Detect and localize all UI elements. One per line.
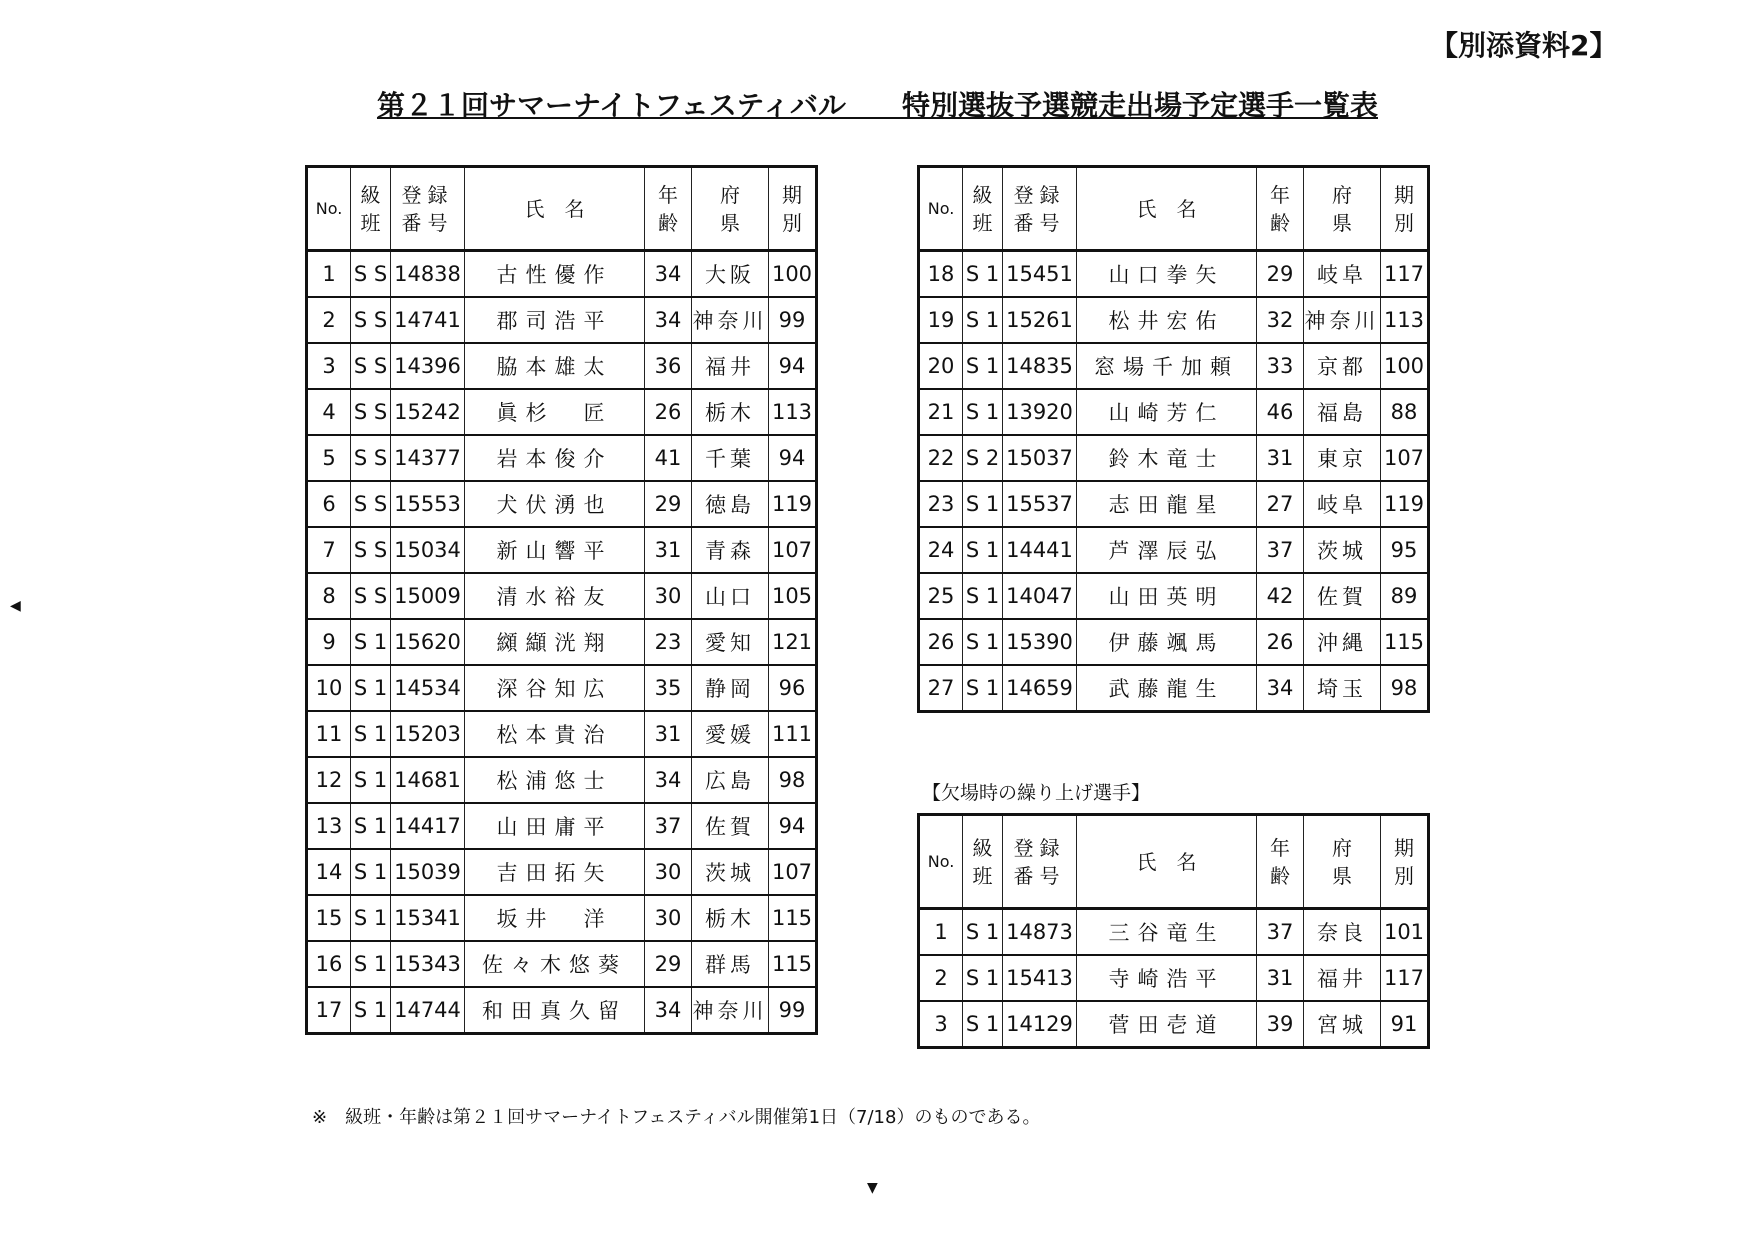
cell-name: 和田真久留 [465,987,645,1034]
cell-class: S S [351,389,391,435]
cell-class: S 1 [963,343,1003,389]
cell-age: 34 [645,251,692,298]
cell-name: 吉田拓矢 [465,849,645,895]
cell-registration: 15390 [1003,619,1077,665]
cell-no: 24 [919,527,963,573]
cell-prefecture: 茨城 [692,849,769,895]
header-age: 年 齢 [1257,167,1304,251]
cell-age: 31 [1257,435,1304,481]
cell-term: 99 [769,297,817,343]
cell-age: 37 [1257,527,1304,573]
cell-name: 松本貴治 [465,711,645,757]
table-row [307,343,817,389]
cell-prefecture: 岐阜 [1304,481,1381,527]
cell-no: 7 [307,527,351,573]
cell-registration: 14534 [391,665,465,711]
cell-prefecture: 大阪 [692,251,769,298]
cell-age: 30 [645,849,692,895]
cell-class: S 1 [351,895,391,941]
cell-term: 121 [769,619,817,665]
cell-age: 29 [645,481,692,527]
cell-name: 犬伏湧也 [465,481,645,527]
cell-class: S 1 [351,619,391,665]
cell-name: 古性優作 [465,251,645,298]
cell-name: 脇本雄太 [465,343,645,389]
cell-age: 42 [1257,573,1304,619]
header-name: 氏 名 [1077,815,1257,909]
table-row [919,1001,1429,1048]
cell-class: S 1 [351,849,391,895]
cell-class: S 1 [963,527,1003,573]
cell-class: S S [351,481,391,527]
cell-name: 深谷知広 [465,665,645,711]
cell-registration: 15203 [391,711,465,757]
cell-age: 39 [1257,1001,1304,1048]
cell-no: 27 [919,665,963,712]
cell-class: S 1 [351,665,391,711]
cell-registration: 14047 [1003,573,1077,619]
table-row [307,573,817,619]
cell-registration: 15242 [391,389,465,435]
cell-class: S 1 [963,955,1003,1001]
cell-age: 34 [645,757,692,803]
table-row [919,573,1429,619]
cell-term: 113 [1381,297,1429,343]
cell-term: 98 [769,757,817,803]
cell-registration: 15034 [391,527,465,573]
cell-no: 4 [307,389,351,435]
cell-term: 94 [769,343,817,389]
cell-term: 119 [769,481,817,527]
cell-registration: 14659 [1003,665,1077,712]
cell-class: S 1 [963,665,1003,712]
cell-registration: 14835 [1003,343,1077,389]
table-row [307,435,817,481]
cell-age: 26 [1257,619,1304,665]
cell-no: 6 [307,481,351,527]
cell-prefecture: 茨城 [1304,527,1381,573]
roster-table-continued [917,165,1430,713]
cell-prefecture: 栃木 [692,389,769,435]
table-row [919,955,1429,1001]
cell-term: 89 [1381,573,1429,619]
cell-term: 91 [1381,1001,1429,1048]
cell-term: 98 [1381,665,1429,712]
header-term: 期 別 [1381,815,1429,909]
cell-term: 105 [769,573,817,619]
cell-prefecture: 群馬 [692,941,769,987]
cell-class: S 1 [963,619,1003,665]
cell-term: 101 [1381,909,1429,956]
header-prefecture: 府 県 [1304,167,1381,251]
cell-no: 10 [307,665,351,711]
cell-term: 115 [769,941,817,987]
cell-no: 3 [919,1001,963,1048]
cell-class: S 1 [351,711,391,757]
header-age: 年 齢 [645,167,692,251]
table-row [307,665,817,711]
cell-class: S 1 [351,941,391,987]
cell-no: 2 [919,955,963,1001]
cell-term: 107 [1381,435,1429,481]
cell-age: 36 [645,343,692,389]
cell-age: 32 [1257,297,1304,343]
cell-prefecture: 千葉 [692,435,769,481]
cell-prefecture: 福島 [1304,389,1381,435]
header-class: 級 班 [963,815,1003,909]
table-row [307,849,817,895]
cell-class: S S [351,297,391,343]
header-no: No. [919,815,963,909]
table-row [307,389,817,435]
table-row [307,895,817,941]
cell-name: 菅田壱道 [1077,1001,1257,1048]
cell-no: 13 [307,803,351,849]
table-row [307,711,817,757]
header-no: No. [919,167,963,251]
footnote: ※ 級班・年齢は第２１回サマーナイトフェスティバル開催第1日（7/18）のものである。 [312,1107,1041,1128]
header-class: 級 班 [963,167,1003,251]
cell-class: S 1 [351,803,391,849]
header-class: 級 班 [351,167,391,251]
cell-name: 山口拳矢 [1077,251,1257,298]
table-row [919,665,1429,712]
cell-prefecture: 京都 [1304,343,1381,389]
cell-registration: 15413 [1003,955,1077,1001]
cell-prefecture: 神奈川 [692,297,769,343]
cell-no: 22 [919,435,963,481]
cell-no: 5 [307,435,351,481]
cell-no: 21 [919,389,963,435]
cell-name: 眞杉 匠 [465,389,645,435]
cell-age: 41 [645,435,692,481]
table-row [307,987,817,1034]
cell-name: 山田英明 [1077,573,1257,619]
cell-no: 12 [307,757,351,803]
cell-age: 31 [645,711,692,757]
cell-no: 16 [307,941,351,987]
cell-registration: 14681 [391,757,465,803]
cell-no: 8 [307,573,351,619]
cell-name: 清水裕友 [465,573,645,619]
cell-prefecture: 沖縄 [1304,619,1381,665]
header-registration: 登録 番号 [1003,167,1077,251]
table-row [919,343,1429,389]
header-registration: 登録 番号 [391,167,465,251]
cell-no: 14 [307,849,351,895]
cell-term: 117 [1381,251,1429,298]
cell-prefecture: 広島 [692,757,769,803]
cell-no: 15 [307,895,351,941]
cell-registration: 14873 [1003,909,1077,956]
cell-no: 18 [919,251,963,298]
cell-prefecture: 福井 [1304,955,1381,1001]
table-row [307,757,817,803]
cell-class: S S [351,251,391,298]
cell-age: 46 [1257,389,1304,435]
cell-age: 27 [1257,481,1304,527]
cell-name: 松井宏佑 [1077,297,1257,343]
cell-class: S S [351,527,391,573]
cell-class: S 1 [963,251,1003,298]
cell-age: 30 [645,895,692,941]
cell-term: 107 [769,527,817,573]
roster-table-main [305,165,818,1035]
cell-no: 17 [307,987,351,1034]
cell-name: 松浦悠士 [465,757,645,803]
cell-prefecture: 静岡 [692,665,769,711]
table-row [919,297,1429,343]
cell-no: 2 [307,297,351,343]
cell-name: 鈴木竜士 [1077,435,1257,481]
cell-name: 寺崎浩平 [1077,955,1257,1001]
cell-no: 1 [919,909,963,956]
cell-registration: 14838 [391,251,465,298]
cell-no: 19 [919,297,963,343]
table-row [919,909,1429,956]
cell-class: S S [351,573,391,619]
table-row [919,251,1429,298]
table-row [919,527,1429,573]
left-arrow-icon: ◀ [10,598,21,614]
cell-name: 芦澤辰弘 [1077,527,1257,573]
reserve-table [917,813,1430,1049]
table-row [307,527,817,573]
cell-registration: 15620 [391,619,465,665]
cell-registration: 15451 [1003,251,1077,298]
cell-age: 33 [1257,343,1304,389]
header-name: 氏 名 [1077,167,1257,251]
cell-class: S 1 [963,481,1003,527]
cell-prefecture: 神奈川 [1304,297,1381,343]
cell-prefecture: 埼玉 [1304,665,1381,712]
cell-term: 94 [769,803,817,849]
cell-registration: 14741 [391,297,465,343]
cell-name: 岩本俊介 [465,435,645,481]
cell-prefecture: 宮城 [1304,1001,1381,1048]
cell-age: 35 [645,665,692,711]
cell-prefecture: 佐賀 [1304,573,1381,619]
cell-term: 95 [1381,527,1429,573]
header-term: 期 別 [769,167,817,251]
cell-prefecture: 東京 [1304,435,1381,481]
cell-class: S 1 [963,573,1003,619]
header-prefecture: 府 県 [692,167,769,251]
cell-name: 坂井 洋 [465,895,645,941]
cell-registration: 13920 [1003,389,1077,435]
cell-term: 96 [769,665,817,711]
cell-no: 9 [307,619,351,665]
cell-age: 34 [645,297,692,343]
header-no: No. [307,167,351,251]
cell-name: 纐纈洸翔 [465,619,645,665]
cell-no: 20 [919,343,963,389]
cell-age: 29 [1257,251,1304,298]
cell-age: 26 [645,389,692,435]
cell-no: 1 [307,251,351,298]
cell-age: 31 [1257,955,1304,1001]
cell-registration: 14396 [391,343,465,389]
header-term: 期 別 [1381,167,1429,251]
cell-age: 37 [645,803,692,849]
cell-registration: 15553 [391,481,465,527]
cell-prefecture: 福井 [692,343,769,389]
table-row [919,481,1429,527]
cell-prefecture: 青森 [692,527,769,573]
cell-class: S 1 [963,297,1003,343]
cell-age: 31 [645,527,692,573]
cell-term: 113 [769,389,817,435]
table-row [919,619,1429,665]
cell-registration: 15341 [391,895,465,941]
cell-name: 山田庸平 [465,803,645,849]
cell-class: S 1 [963,389,1003,435]
cell-registration: 15009 [391,573,465,619]
cell-term: 117 [1381,955,1429,1001]
page-title: 第２１回サマーナイトフェスティバル 特別選抜予選競走出場予定選手一覧表 [376,89,1378,122]
table-row [307,619,817,665]
cell-age: 34 [645,987,692,1034]
cell-class: S 2 [963,435,1003,481]
cell-term: 94 [769,435,817,481]
cell-name: 新山響平 [465,527,645,573]
cell-prefecture: 徳島 [692,481,769,527]
header-registration: 登録 番号 [1003,815,1077,909]
cell-registration: 15261 [1003,297,1077,343]
cell-no: 3 [307,343,351,389]
cell-term: 115 [769,895,817,941]
down-arrow-icon: ▼ [867,1180,878,1196]
cell-prefecture: 栃木 [692,895,769,941]
cell-name: 伊藤颯馬 [1077,619,1257,665]
cell-age: 30 [645,573,692,619]
cell-age: 29 [645,941,692,987]
cell-class: S 1 [351,987,391,1034]
cell-registration: 15343 [391,941,465,987]
cell-registration: 14417 [391,803,465,849]
reserve-section-title: 【欠場時の繰り上げ選手】 [922,782,1151,804]
cell-class: S 1 [351,757,391,803]
cell-prefecture: 神奈川 [692,987,769,1034]
cell-registration: 14441 [1003,527,1077,573]
cell-age: 34 [1257,665,1304,712]
attachment-label: 【別添資料2】 [1430,29,1618,62]
cell-no: 11 [307,711,351,757]
cell-class: S 1 [963,909,1003,956]
header-age: 年 齢 [1257,815,1304,909]
cell-prefecture: 岐阜 [1304,251,1381,298]
cell-name: 志田龍星 [1077,481,1257,527]
cell-term: 100 [769,251,817,298]
table-row [307,251,817,298]
cell-registration: 14377 [391,435,465,481]
cell-no: 25 [919,573,963,619]
cell-name: 佐々木悠葵 [465,941,645,987]
cell-class: S S [351,343,391,389]
cell-registration: 15537 [1003,481,1077,527]
cell-name: 三谷竜生 [1077,909,1257,956]
cell-name: 郡司浩平 [465,297,645,343]
cell-class: S S [351,435,391,481]
table-row [307,297,817,343]
cell-registration: 15039 [391,849,465,895]
cell-term: 119 [1381,481,1429,527]
cell-registration: 14744 [391,987,465,1034]
cell-term: 88 [1381,389,1429,435]
cell-term: 99 [769,987,817,1034]
cell-prefecture: 愛知 [692,619,769,665]
cell-name: 窓場千加頼 [1077,343,1257,389]
cell-term: 111 [769,711,817,757]
cell-prefecture: 愛媛 [692,711,769,757]
cell-no: 23 [919,481,963,527]
table-row [307,941,817,987]
cell-registration: 15037 [1003,435,1077,481]
header-prefecture: 府 県 [1304,815,1381,909]
cell-prefecture: 奈良 [1304,909,1381,956]
cell-term: 107 [769,849,817,895]
cell-no: 26 [919,619,963,665]
header-name: 氏 名 [465,167,645,251]
table-row [919,389,1429,435]
cell-prefecture: 山口 [692,573,769,619]
cell-name: 山崎芳仁 [1077,389,1257,435]
cell-prefecture: 佐賀 [692,803,769,849]
cell-term: 115 [1381,619,1429,665]
cell-name: 武藤龍生 [1077,665,1257,712]
cell-age: 37 [1257,909,1304,956]
cell-class: S 1 [963,1001,1003,1048]
cell-age: 23 [645,619,692,665]
cell-registration: 14129 [1003,1001,1077,1048]
table-row [307,803,817,849]
cell-term: 100 [1381,343,1429,389]
table-row [307,481,817,527]
table-row [919,435,1429,481]
